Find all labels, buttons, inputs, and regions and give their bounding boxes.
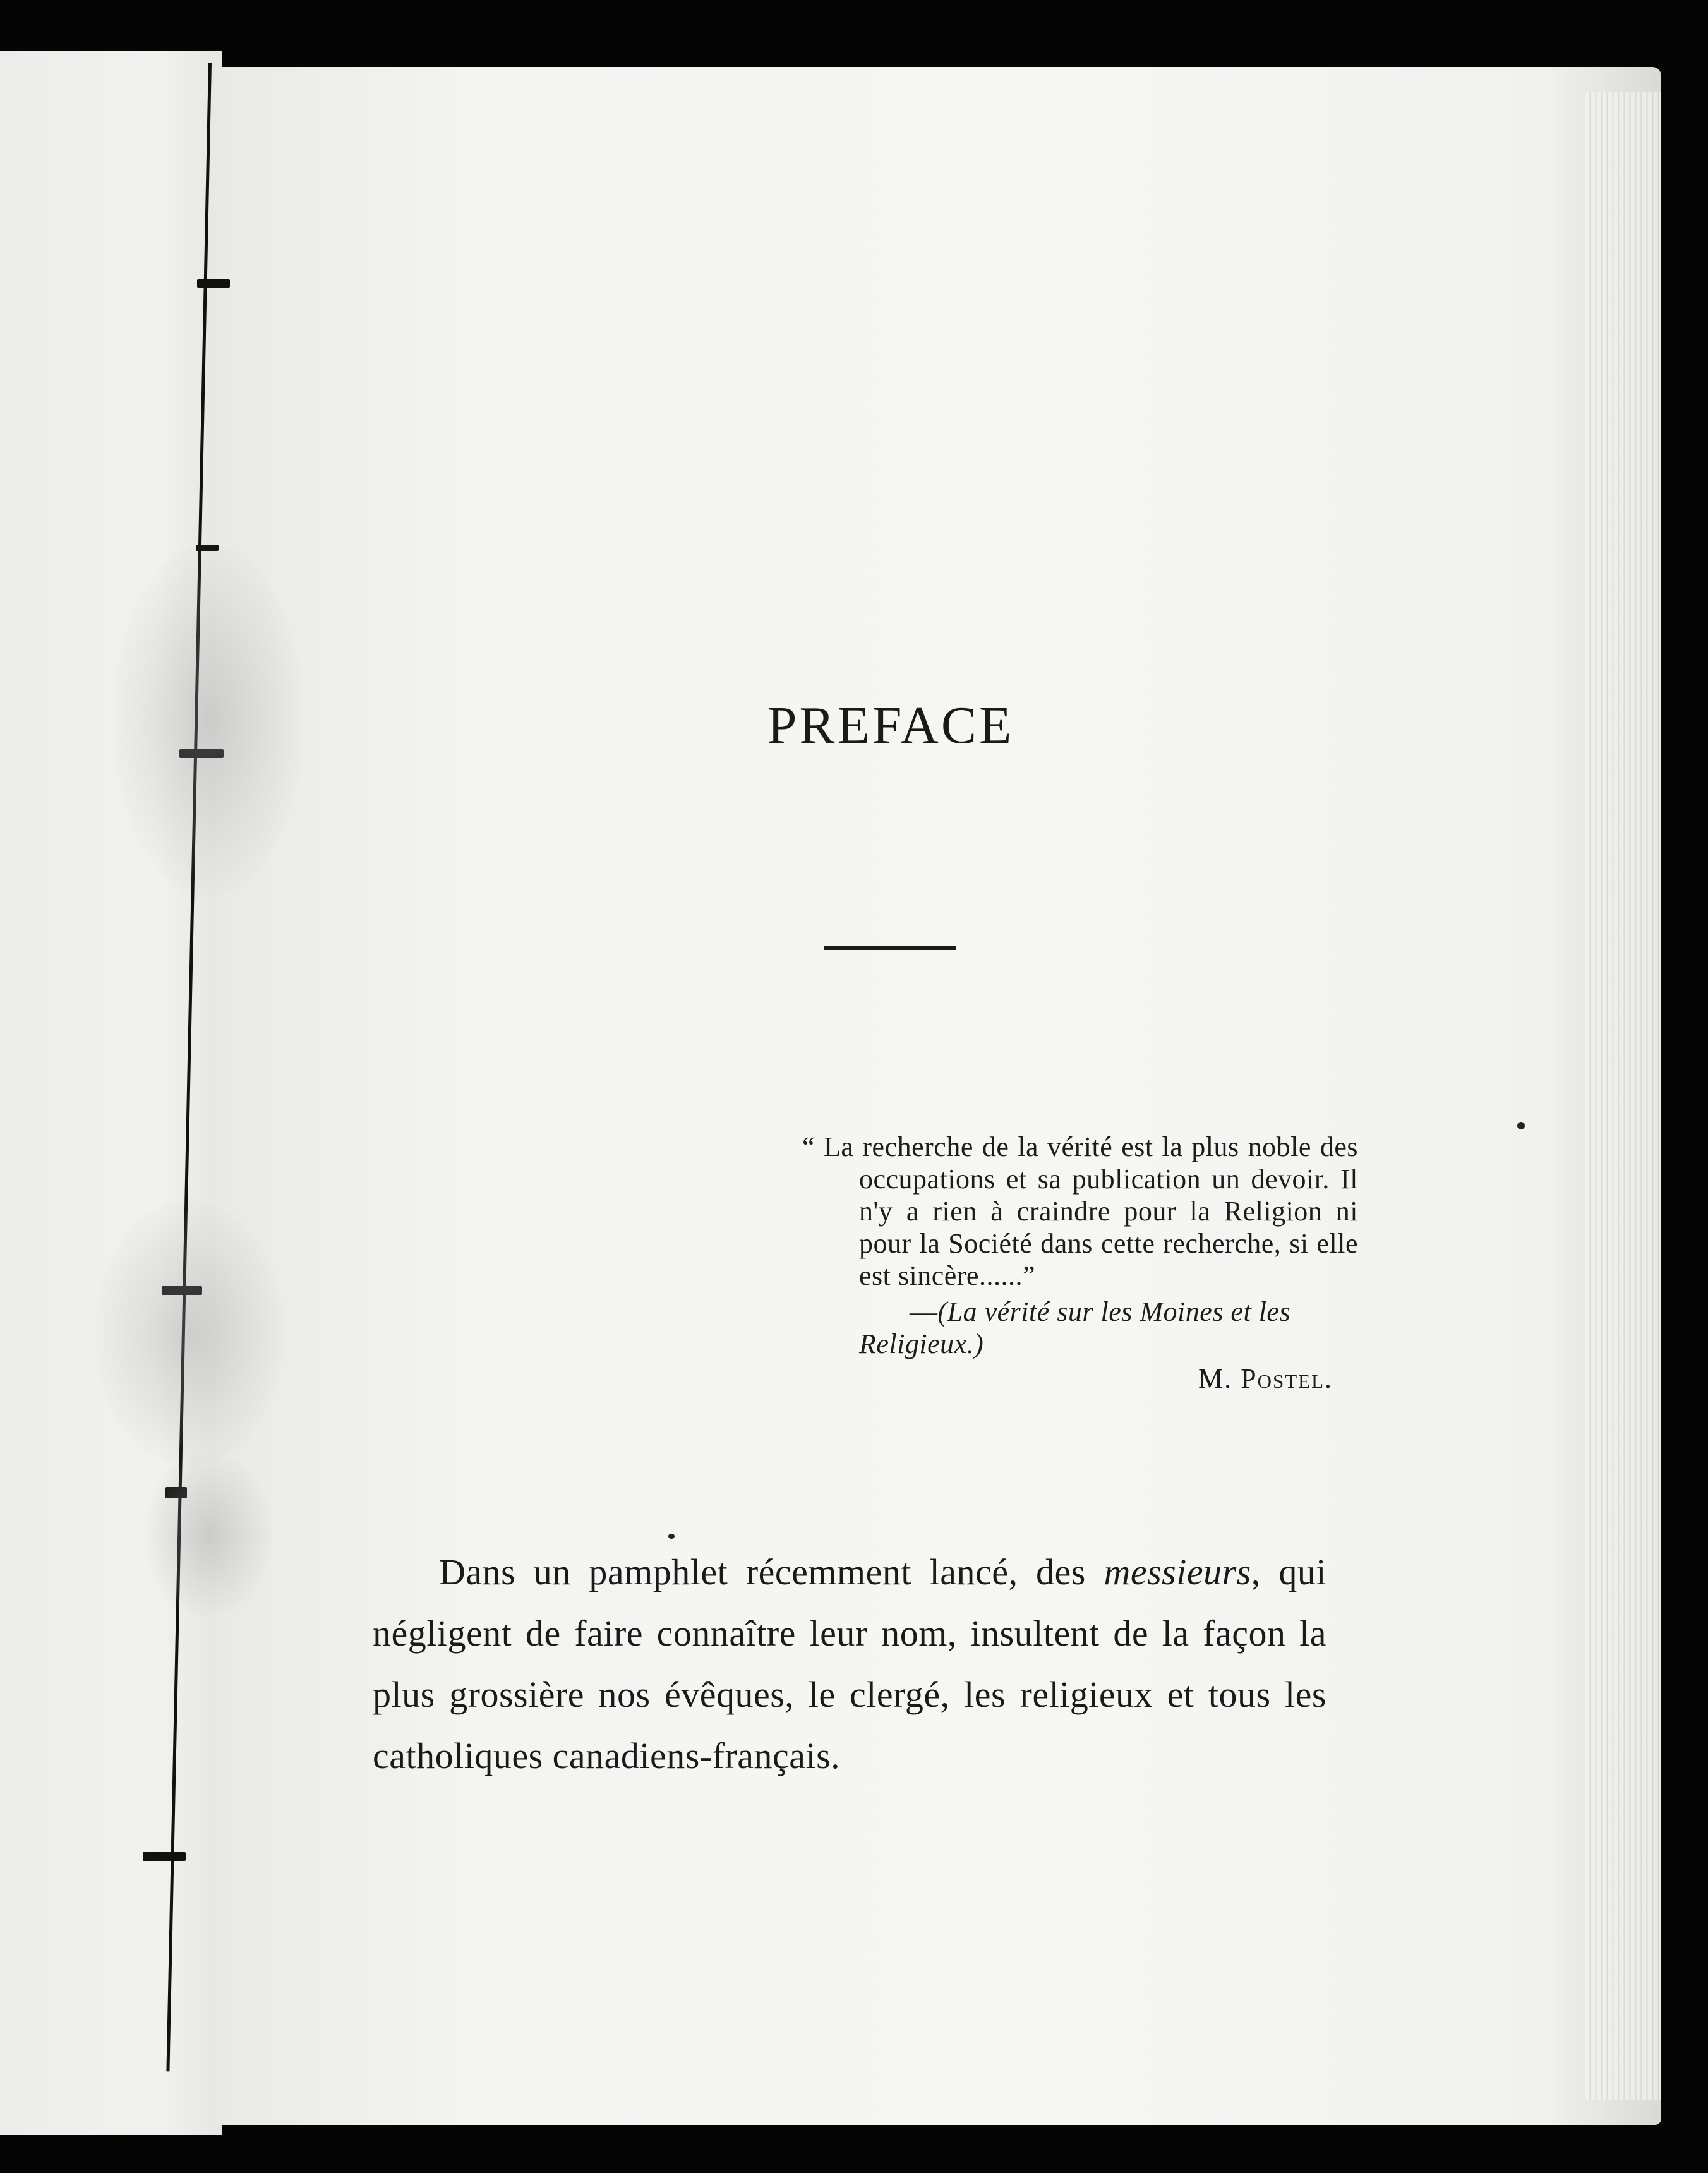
speck <box>1517 1122 1525 1129</box>
page-smudge <box>114 543 303 897</box>
body-paragraph <box>373 1541 1326 1786</box>
page-title: PREFACE <box>767 696 1014 755</box>
epigraph <box>802 1131 1358 1395</box>
page-sheet <box>215 67 1661 2125</box>
page-smudge <box>145 1453 272 1617</box>
binding-stitch <box>143 1852 186 1861</box>
epigraph-quote: “ La recherche de la vérité est la plus noble des occupations et sa publication un devoir. Il n'y a rien à craindre pour la Religion ni pour la Société dans cette recherche, si elle est sincère......” <box>802 1131 1358 1291</box>
body-text-part3: , qui négligent de faire connaître leur nom, insultent de la façon la plus grossière nos évêques, le clergé, les religieux et tous les catholiques canadiens-français. <box>373 1551 1326 1776</box>
speck <box>668 1534 675 1539</box>
epigraph-author: M. Postel. <box>1198 1363 1333 1394</box>
body-text-italic: messieurs <box>1104 1551 1251 1592</box>
epigraph-source <box>802 1296 1358 1360</box>
body-text-part1: Dans un pamphlet récemment lancé, des <box>439 1551 1104 1592</box>
epigraph-source-dash: — <box>910 1296 938 1327</box>
page-smudge <box>95 1200 284 1466</box>
binding-stitch <box>197 279 230 288</box>
epigraph-source-title: (La vérité sur les Moines et les Religieux.) <box>859 1296 1291 1359</box>
title-rule <box>824 946 956 950</box>
